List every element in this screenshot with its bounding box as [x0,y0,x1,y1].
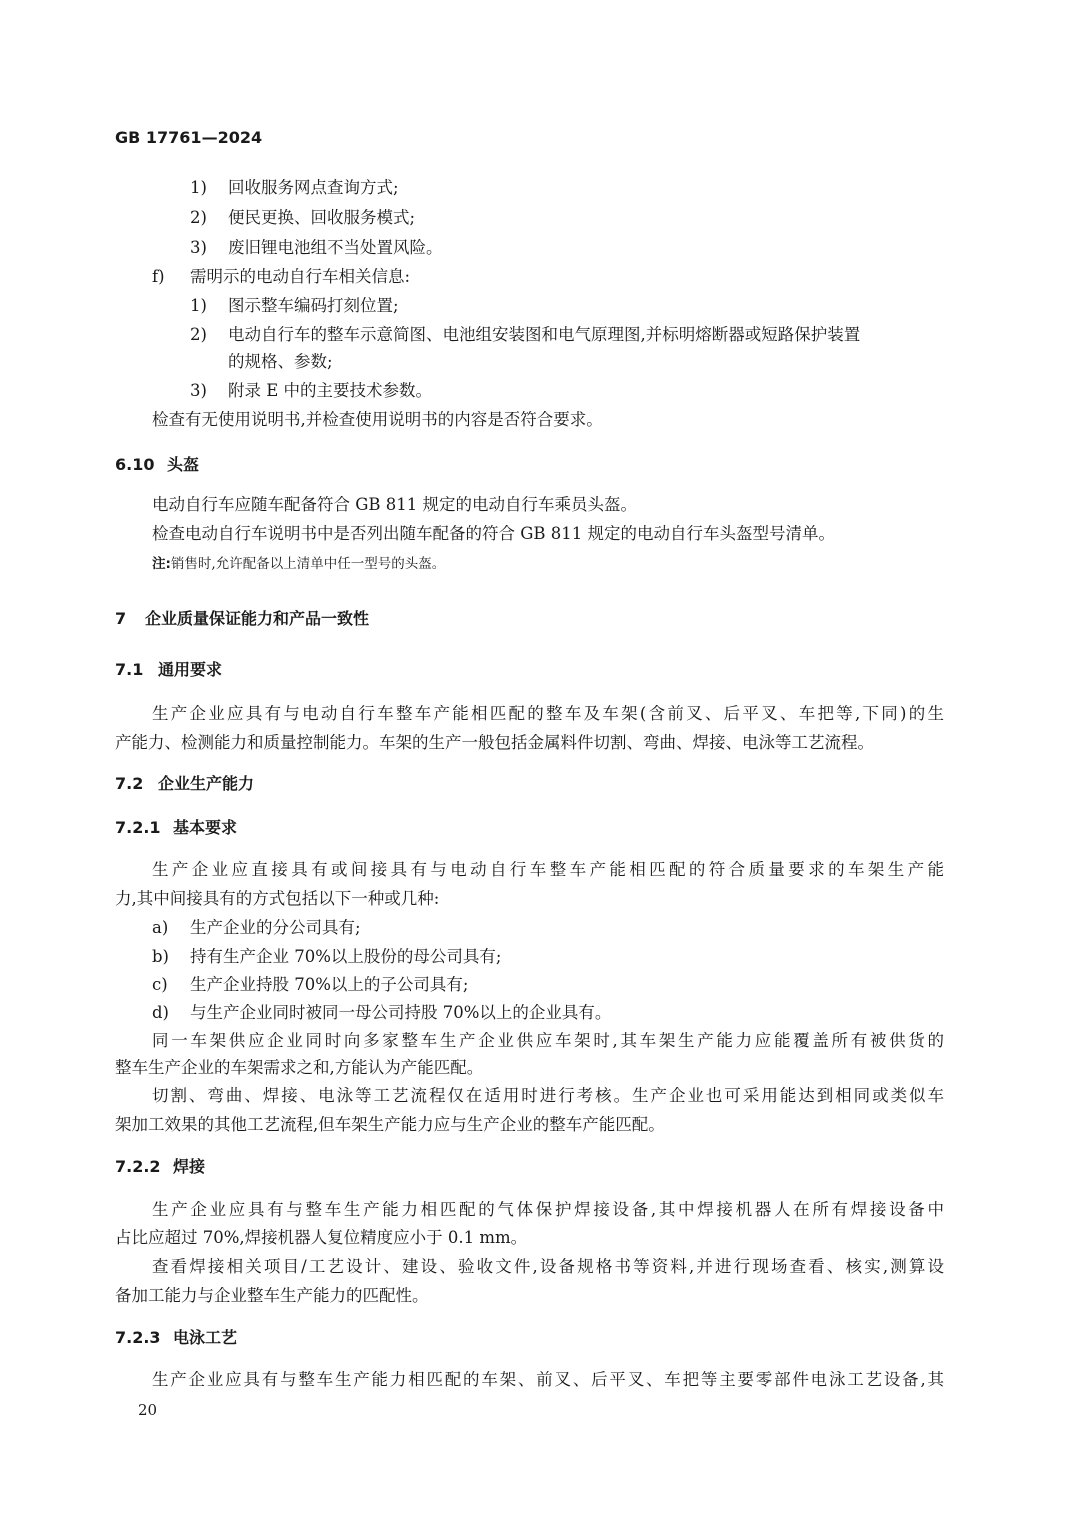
section-7-heading: 7 企业质量保证能力和产品一致性 [115,609,370,628]
standard-code: GB 17761—2024 [115,128,263,147]
list-item: d) 与生产企业同时被同一母公司持股 70%以上的企业具有。 [152,1003,612,1022]
list-item: 3) 废旧锂电池组不当处置风险。 [190,238,443,257]
paragraph-line: 产能力、检测能力和质量控制能力。车架的生产一般包括金属料件切割、弯曲、焊接、电泳等工艺流程。 [115,733,874,752]
paragraph-line: 生产企业应具有与电动自行车整车产能相匹配的整车及车架(含前叉、后平叉、车把等,下同)的生 [152,704,944,723]
check-manual-text: 检查有无使用说明书,并检查使用说明书的内容是否符合要求。 [152,410,603,429]
list-item: b) 持有生产企业 70%以上股份的母公司具有; [152,947,502,966]
list-item: 1) 图示整车编码打刻位置; [190,296,399,315]
list-item: 3) 附录 E 中的主要技术参数。 [190,381,433,400]
section-7-2-1-heading: 7.2.1 基本要求 [115,818,238,837]
paragraph-line: 查看焊接相关项目/工艺设计、建设、验收文件,设备规格书等资料,并进行现场查看、核实,测算设 [152,1257,944,1276]
list-item: 1) 回收服务网点查询方式; [190,178,399,197]
list-item-continuation: 的规格、参数; [228,352,333,371]
paragraph-line: 占比应超过 70%,焊接机器人复位精度应小于 0.1 mm。 [115,1228,528,1247]
paragraph-line: 切割、弯曲、焊接、电泳等工艺流程仅在适用时进行考核。生产企业也可采用能达到相同或类似车 [152,1086,944,1105]
paragraph: 检查电动自行车说明书中是否列出随车配备的符合 GB 811 规定的电动自行车头盔型号清单。 [152,524,836,543]
paragraph-line: 生产企业应具有与整车生产能力相匹配的车架、前叉、后平叉、车把等主要零部件电泳工艺设备,其 [152,1370,944,1389]
paragraph-line: 力,其中间接具有的方式包括以下一种或几种: [115,889,440,908]
page-number: 20 [138,1401,158,1419]
section-7-2-heading: 7.2 企业生产能力 [115,774,255,793]
section-7-1-heading: 7.1 通用要求 [115,660,223,679]
paragraph-line: 生产企业应具有与整车生产能力相匹配的气体保护焊接设备,其中焊接机器人在所有焊接设备中 [152,1200,944,1219]
list-item: a) 生产企业的分公司具有; [152,918,361,937]
paragraph-line: 备加工能力与企业整车生产能力的匹配性。 [115,1286,429,1305]
paragraph-line: 同一车架供应企业同时向多家整车生产企业供应车架时,其车架生产能力应能覆盖所有被供货的 [152,1031,944,1050]
paragraph: 电动自行车应随车配备符合 GB 811 规定的电动自行车乘员头盔。 [152,495,638,514]
list-item: 2) 便民更换、回收服务模式; [190,208,416,227]
list-item: c) 生产企业持股 70%以上的子公司具有; [152,975,469,994]
note: 注:销售时,允许配备以上清单中任一型号的头盔。 [152,556,446,572]
section-7-2-3-heading: 7.2.3 电泳工艺 [115,1328,238,1347]
list-item: 2) 电动自行车的整车示意简图、电池组安装图和电气原理图,并标明熔断器或短路保护装置 [190,325,861,344]
paragraph-line: 架加工效果的其他工艺流程,但车架生产能力应与生产企业的整车产能匹配。 [115,1115,665,1134]
section-7-2-2-heading: 7.2.2 焊接 [115,1157,206,1176]
list-item-f: f) 需明示的电动自行车相关信息: [152,267,411,286]
paragraph-line: 整车生产企业的车架需求之和,方能认为产能匹配。 [115,1058,484,1077]
paragraph-line: 生产企业应直接具有或间接具有与电动自行车整车产能相匹配的符合质量要求的车架生产能 [152,860,944,879]
section-6-10-heading: 6.10 头盔 [115,455,200,474]
